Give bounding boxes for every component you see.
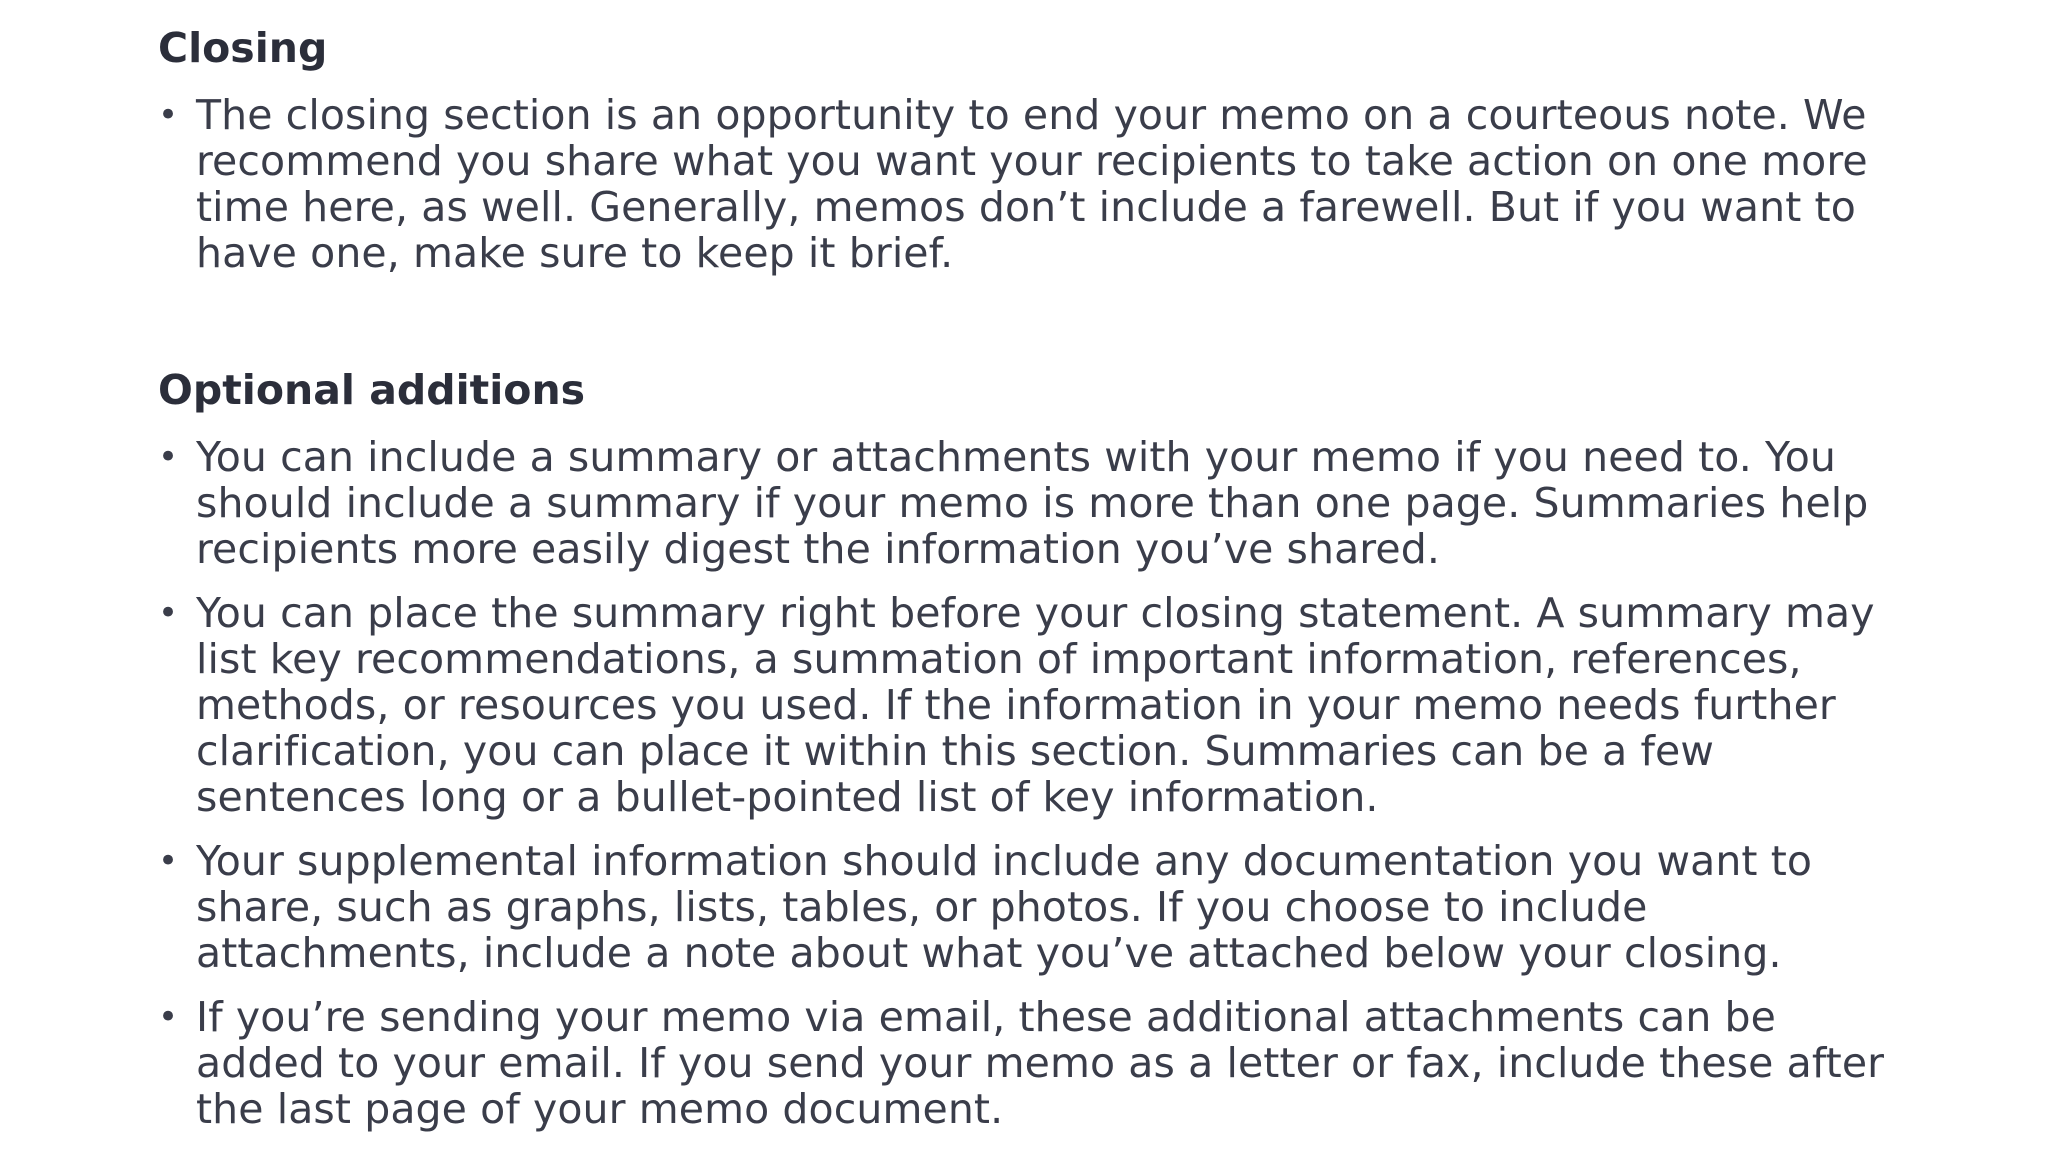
bullet-text: The closing section is an opportunity to end your memo on a courteous note. We recommend you share what you want your recipients to take action on one more time here, as well. Generally, memos don’t include a farewell. But if you want to have one, make sure to keep it brief. — [196, 91, 1868, 277]
bullet-dot-icon: • — [158, 593, 179, 633]
bullet-dot-icon: • — [158, 437, 179, 477]
bullet-text: If you’re sending your memo via email, these additional attachments can be added to your email. If you send your memo as a letter or fax, include these after the last page of your memo document. — [196, 993, 1885, 1133]
bullet-text: Your supplemental information should include any documentation you want to share, such as graphs, lists, tables, or photos. If you choose to include attachments, include a note about what you’ve attached below your closing. — [196, 837, 1813, 977]
bullet-item — [158, 838, 1918, 976]
section-heading-optional-additions: Optional additions — [158, 366, 586, 414]
bullet-dot-icon: • — [158, 997, 179, 1037]
bullet-text: You can include a summary or attachments with your memo if you need to. You should include a summary if your memo is more than one page. Summaries help recipients more easily digest the information you’ve shared. — [196, 433, 1869, 573]
bullet-item — [158, 994, 1918, 1132]
optional-additions-bullet-list — [158, 434, 1918, 1132]
bullet-item — [158, 92, 1918, 276]
bullet-item — [158, 434, 1918, 572]
section-heading-closing: Closing — [158, 24, 328, 72]
bullet-dot-icon: • — [158, 95, 179, 135]
closing-bullet-list — [158, 92, 1918, 276]
document-page — [158, 0, 1918, 1132]
bullet-text: You can place the summary right before your closing statement. A summary may list key recommendations, a summation of important information, references, methods, or resources you used. If the information in your memo needs further clarification, you can place it within this section. Summaries can be a few sentences long or a bullet-pointed list of key information. — [196, 589, 1875, 821]
bullet-item — [158, 590, 1918, 820]
bullet-dot-icon: • — [158, 841, 179, 881]
